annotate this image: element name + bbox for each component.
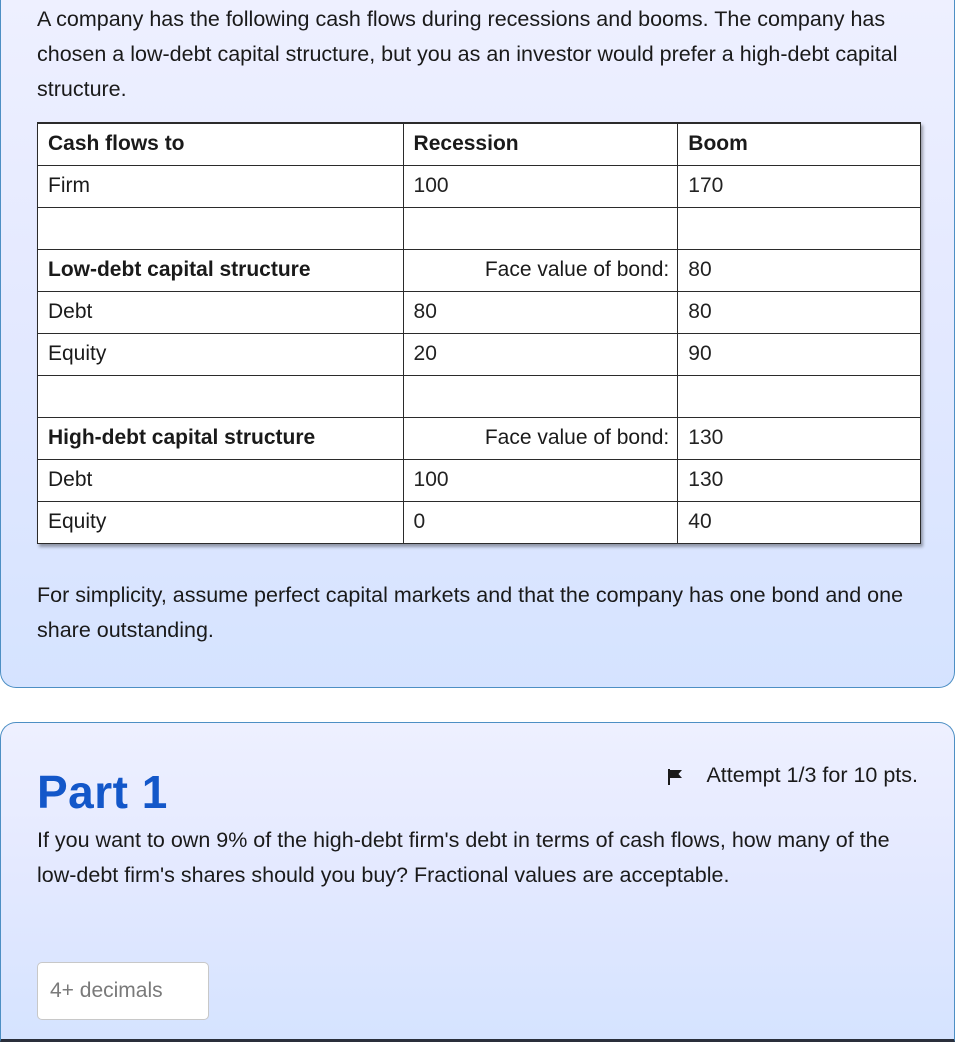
table-row: [38, 417, 921, 459]
table-row-empty: [38, 207, 921, 249]
low-debt-debt-recession: 80: [403, 291, 678, 333]
high-debt-equity-boom: 40: [678, 501, 921, 543]
table-row: [38, 249, 921, 291]
attempt-text: Attempt 1/3 for 10 pts.: [706, 763, 918, 787]
firm-recession-value: 100: [403, 165, 678, 207]
high-debt-face-label: Face value of bond:: [403, 417, 678, 459]
high-debt-equity-recession: 0: [403, 501, 678, 543]
empty-cell: [403, 375, 678, 417]
answer-input[interactable]: [37, 962, 209, 1020]
header-recession: Recession: [403, 123, 678, 165]
part-1-card: [0, 722, 955, 1042]
intro-text: A company has the following cash flows during recessions and booms. The company has chosen a low-debt capital structure, but you as an investor would prefer a high-debt capital structure.: [37, 7, 898, 101]
table-row: [38, 333, 921, 375]
low-debt-equity-boom: 90: [678, 333, 921, 375]
empty-cell: [38, 375, 404, 417]
high-debt-debt-recession: 100: [403, 459, 678, 501]
table-row-empty: [38, 375, 921, 417]
low-debt-face-label: Face value of bond:: [403, 249, 678, 291]
high-debt-heading: High-debt capital structure: [38, 417, 404, 459]
header-cash-flows-to: Cash flows to: [38, 123, 404, 165]
low-debt-equity-label: Equity: [38, 333, 404, 375]
empty-cell: [678, 375, 921, 417]
high-debt-debt-label: Debt: [38, 459, 404, 501]
empty-cell: [678, 207, 921, 249]
table-row: [38, 459, 921, 501]
high-debt-debt-boom: 130: [678, 459, 921, 501]
flag-icon[interactable]: [666, 767, 684, 785]
cash-flow-table: [37, 122, 921, 544]
low-debt-debt-label: Debt: [38, 291, 404, 333]
attempt-info: [666, 763, 918, 788]
table-row: [38, 501, 921, 543]
table-header-row: [38, 123, 921, 165]
table-row: [38, 291, 921, 333]
empty-cell: [38, 207, 404, 249]
header-boom: Boom: [678, 123, 921, 165]
high-debt-face-value: 130: [678, 417, 921, 459]
low-debt-equity-recession: 20: [403, 333, 678, 375]
low-debt-heading: Low-debt capital structure: [38, 249, 404, 291]
assumption-text: For simplicity, assume perfect capital markets and that the company has one bond and one share outstanding.: [37, 583, 904, 642]
table-row: [38, 165, 921, 207]
empty-cell: [403, 207, 678, 249]
row-label-firm: Firm: [38, 165, 404, 207]
firm-boom-value: 170: [678, 165, 921, 207]
question-text: If you want to own 9% of the high-debt firm's debt in terms of cash flows, how many of the low-debt firm's shares should you buy? Fractional values are acceptable.: [37, 828, 890, 887]
high-debt-equity-label: Equity: [38, 501, 404, 543]
part-title: Part 1: [37, 766, 168, 818]
low-debt-debt-boom: 80: [678, 291, 921, 333]
low-debt-face-value: 80: [678, 249, 921, 291]
